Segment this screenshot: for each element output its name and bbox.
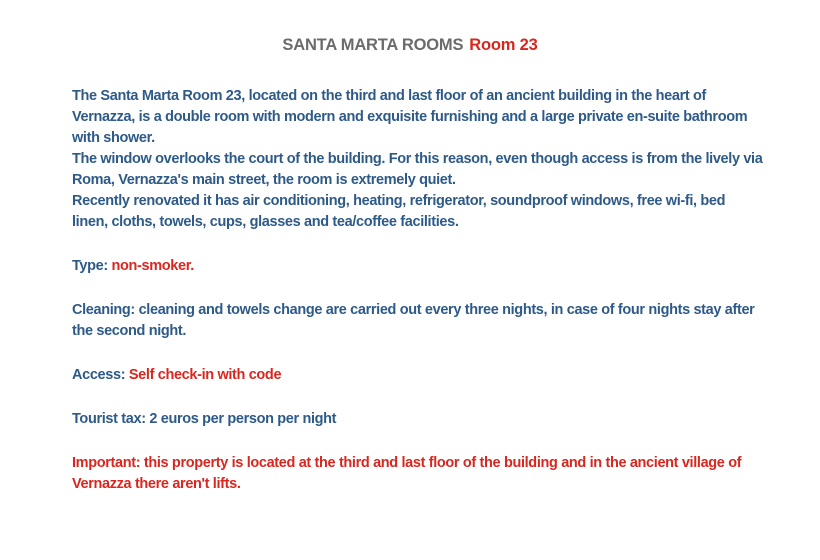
type-row	[72, 256, 764, 277]
cleaning-row	[72, 300, 764, 342]
important-label: Important:	[72, 455, 144, 471]
room-number: Room 23	[469, 36, 538, 54]
description-sentence-2: The window overlooks the court of the building. For this reason, even though access is from the lively via Roma, Vernazza's main street, the room is extremely quiet.	[72, 151, 763, 188]
type-value: non-smoker.	[111, 258, 194, 274]
page-title	[72, 36, 748, 55]
important-value: this property is located at the third and last floor of the building and in the ancient village of Vernazza there aren't lifts.	[72, 455, 742, 492]
type-label: Type:	[72, 258, 112, 274]
tourist-tax-row	[72, 409, 764, 430]
description-sentence-1: The Santa Marta Room 23, located on the third and last floor of an ancient building in the heart of Vernazza, is a double room with modern and exquisite furnishing and a large private en-suite bathroom with shower.	[72, 88, 748, 146]
important-notice	[72, 453, 764, 495]
access-label: Access:	[72, 367, 129, 383]
cleaning-label: Cleaning:	[72, 302, 139, 318]
access-value: Self check-in with code	[128, 367, 282, 383]
description-sentence-3: Recently renovated it has air conditioning, heating, refrigerator, soundproof windows, free wi-fi, bed linen, cloths, towels, cups, glasses and tea/coffee facilities.	[72, 193, 726, 230]
tourist-tax-value: 2 euros per person per night	[149, 411, 337, 427]
room-description	[72, 86, 764, 233]
access-row	[72, 365, 764, 386]
cleaning-value: cleaning and towels change are carried out every three nights, in case of four nights stay after the second night.	[72, 302, 755, 339]
tourist-tax-label: Tourist tax:	[72, 411, 150, 427]
property-name: SANTA MARTA ROOMS	[282, 36, 464, 54]
